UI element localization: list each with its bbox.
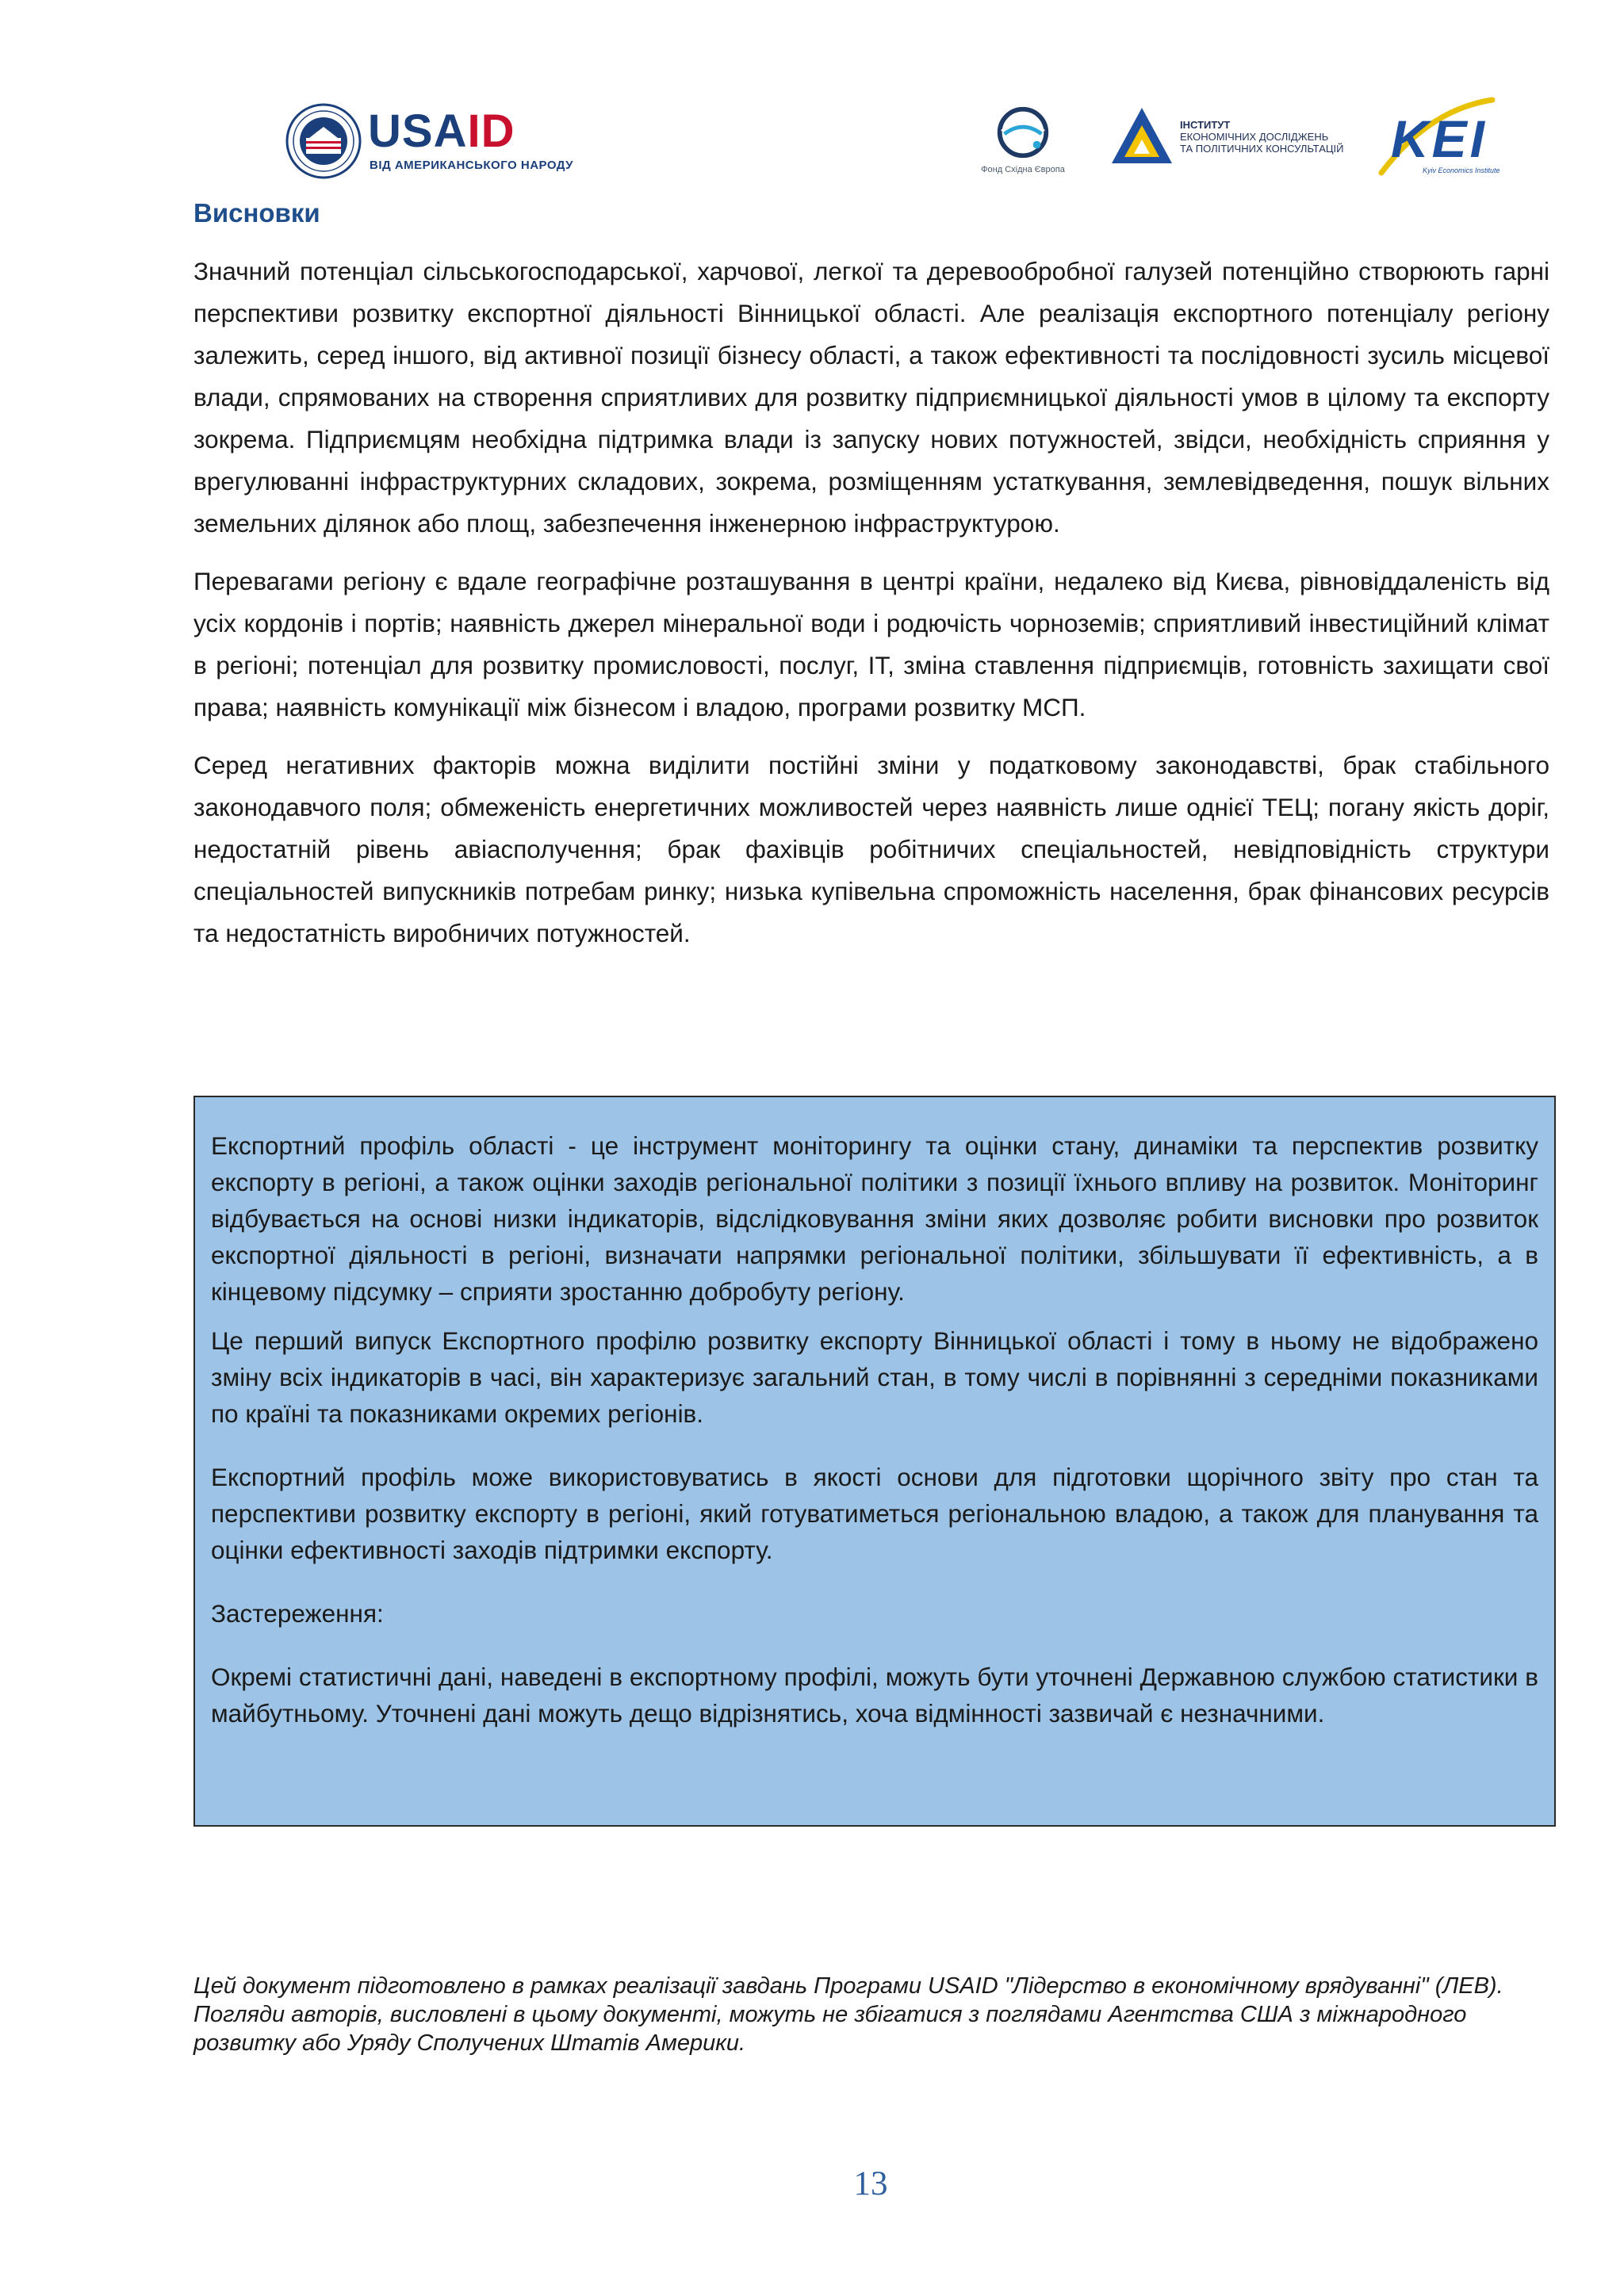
east-europe-foundation-logo	[975, 101, 1071, 181]
institute-line-2: ЕКОНОМІЧНИХ ДОСЛІДЖЕНЬ	[1180, 131, 1329, 143]
disclaimer-line-2: Погляди авторів, висловлені в цьому документі, можуть не збігатися з поглядами Агентства США з міжнародного розвитку або Уряду Сполучених Штатів Америки.	[193, 2002, 1467, 2056]
info-paragraph-1: Експортний профіль області - це інструмент моніторингу та оцінки стану, динаміки та перспектив розвитку експорту в регіоні, а також оцінки заходів регіональної політики з позиції їхнього впливу на розвиток. Моніторинг відбувається на основі низки індикаторів, відслідковування зміни яких дозволяє робити висновки про розвиток експортної діяльності в регіоні, визначати напрямки регіональної політики, збільшувати її ефективність, а в кінцевому підсумку – сприяти зростанню добробуту регіону.	[211, 1131, 1538, 1306]
kei-logo	[1373, 94, 1516, 181]
usaid-logo	[285, 103, 574, 182]
kei-subtitle: Kyiv Economics Institute	[1423, 166, 1500, 174]
disclaimer-line-1: Цей документ підготовлено в рамках реалізації завдань Програми USAID "Лідерство в економічному врядуванні" (ЛЕВ).	[193, 1973, 1503, 1999]
east-europe-foundation-icon	[992, 101, 1054, 163]
section-title: Висновки	[193, 198, 320, 228]
export-profile-info-box	[193, 1096, 1556, 1827]
document-disclaimer	[193, 1972, 1549, 2057]
institute-line-3: ТА ПОЛІТИЧНИХ КОНСУЛЬТАЦІЙ	[1180, 143, 1344, 155]
conclusions-paragraph-1: Значний потенціал сільськогосподарської, харчової, легкої та деревообробної галузей потенційно створюють гарні перспективи розвитку експортної діяльності Вінницької області. Але реалізація експортного потенціалу регіону залежить, серед іншого, від активної позиції бізнесу області, а також ефективності та послідовності зусиль місцевої влади, спрямованих на створення сприятливих для розвитку підприємницької діяльності умов в цілому та експорту зокрема. Підприємцям необхідна підтримка влади із запуску нових потужностей, звідси, необхідність сприяння у врегулюванні інфраструктурних складових, зокрема, розміщенням устаткування, землевідведення, пошук вільних земельних ділянок або площ, забезпечення інженерною інфраструктурою.	[193, 257, 1549, 538]
institute-triangle-icon	[1110, 105, 1174, 168]
conclusions-paragraph-2: Перевагами регіону є вдале географічне розташування в центрі країни, недалеко від Києва, рівновіддаленість від усіх кордонів і портів; наявність джерел мінеральної води і родючість чорноземів; сприятливий інвестиційний клімат в регіоні; потенціал для розвитку промисловості, послуг, ІТ, зміна ставлення підприємців, готовність захищати свої права; наявність комунікації між бізнесом і владою, програми розвитку МСП.	[193, 567, 1549, 721]
page-number: 13	[853, 2165, 888, 2202]
page-header	[0, 0, 1624, 190]
institute-logo	[1110, 105, 1348, 168]
info-paragraph-2: Це перший випуск Експортного профілю розвитку експорту Вінницької області і тому в ньому не відображено зміну всіх індикаторів в часі, він характеризує загальний стан, в тому числі в порівнянні з середніми показниками по країні та показниками окремих регіонів.	[211, 1326, 1538, 1428]
usaid-wordmark: USAID	[368, 105, 515, 157]
east-europe-foundation-caption: Фонд Східна Європа	[981, 165, 1065, 174]
usaid-subtitle: ВІД АМЕРИКАНСЬКОГО НАРОДУ	[370, 159, 574, 172]
kei-wordmark: KEI	[1391, 109, 1488, 168]
conclusions-body	[193, 251, 1549, 970]
institute-line-1: ІНСТИТУТ	[1180, 119, 1231, 131]
usaid-seal-icon	[285, 103, 362, 179]
institute-name	[1180, 119, 1343, 155]
info-paragraph-4: Окремі статистичні дані, наведені в експортному профілі, можуть бути уточнені Державною службою статистики в майбутньому. Уточнені дані можуть дещо відрізнятись, хоча відмінності зазвичай є незначними.	[211, 1663, 1538, 1728]
info-paragraph-3: Експортний профіль може використовуватись в якості основи для підготовки щорічного звіту про стан та перспективи розвитку експорту в регіоні, який готуватиметься регіональною владою, а також для планування та оцінки ефективності заходів підтримки експорту.	[211, 1463, 1538, 1564]
info-caveat-heading: Застереження:	[211, 1599, 384, 1628]
conclusions-paragraph-3: Серед негативних факторів можна виділити постійні зміни у податковому законодавстві, брак стабільного законодавчого поля; обмеженість енергетичних можливостей через наявність лише однієї ТЕЦ; погану якість доріг, недостатній рівень авіасполучення; брак фахівців робітничих спеціальностей, невідповідність структури спеціальностей випускників потребам ринку; низька купівельна спроможність населення, брак фінансових ресурсів та недостатність виробничих потужностей.	[193, 751, 1549, 947]
